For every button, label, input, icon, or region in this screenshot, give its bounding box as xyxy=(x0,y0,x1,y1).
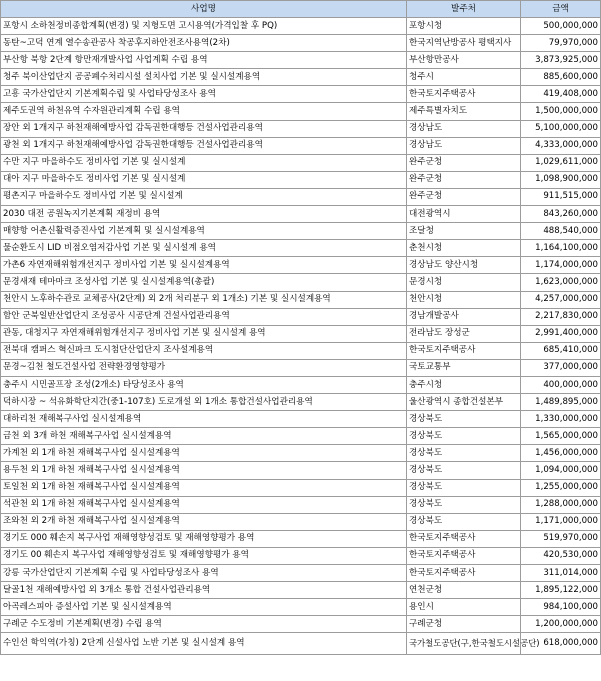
cell-amount: 2,991,400,000 xyxy=(521,325,601,342)
table-row xyxy=(1,103,601,120)
cell-client: 경상남도 양산시청 xyxy=(407,257,521,274)
cell-amount: 1,895,122,000 xyxy=(521,582,601,599)
table-row xyxy=(1,376,601,393)
cell-project: 용두천 외 1개 하천 재해복구사업 실시설계용역 xyxy=(1,462,407,479)
header-amount: 금액 xyxy=(521,1,601,18)
cell-project: 충주시 시민골프장 조성(2개소) 타당성조사 용역 xyxy=(1,376,407,393)
cell-client: 한국토지주택공사 xyxy=(407,530,521,547)
cell-client: 용인시 xyxy=(407,599,521,616)
cell-project: 포항시 소하천정비종합계획(변경) 및 지형도면 고시용역(가격입찰 후 PQ) xyxy=(1,18,407,35)
cell-project: 함안 군북일반산업단지 조성공사 시공단계 건설사업관리용역 xyxy=(1,308,407,325)
table-row xyxy=(1,359,601,376)
table-row xyxy=(1,18,601,35)
header-project: 사업명 xyxy=(1,1,407,18)
cell-client: 한국토지주택공사 xyxy=(407,565,521,582)
cell-amount: 685,410,000 xyxy=(521,342,601,359)
table-row xyxy=(1,479,601,496)
table-row xyxy=(1,411,601,428)
cell-project: 동탄~고덕 연계 열수송관공사 착공후지하안전조사용역(2차) xyxy=(1,35,407,52)
header-client: 발주처 xyxy=(407,1,521,18)
cell-amount: 1,174,000,000 xyxy=(521,257,601,274)
table-row xyxy=(1,394,601,411)
table-row xyxy=(1,35,601,52)
table-row xyxy=(1,223,601,240)
table-row xyxy=(1,547,601,564)
cell-amount: 79,970,000 xyxy=(521,35,601,52)
cell-client: 한국토지주택공사 xyxy=(407,86,521,103)
table-row xyxy=(1,513,601,530)
cell-amount: 400,000,000 xyxy=(521,376,601,393)
cell-project: 금천 외 3개 하천 재해복구사업 실시설계용역 xyxy=(1,428,407,445)
cell-project: 대아 지구 마을하수도 정비사업 기본 및 실시설계 xyxy=(1,171,407,188)
table-row xyxy=(1,240,601,257)
cell-client: 조달청 xyxy=(407,223,521,240)
cell-client: 청주시 xyxy=(407,69,521,86)
cell-project: 문경새재 테마마크 조성사업 기본 및 실시설계용역(총괄) xyxy=(1,274,407,291)
cell-amount: 3,873,925,000 xyxy=(521,52,601,69)
cell-amount: 377,000,000 xyxy=(521,359,601,376)
table-row xyxy=(1,154,601,171)
cell-project: 수인선 학익역(가칭) 2단계 신설사업 노반 기본 및 실시설계 용역 xyxy=(1,633,407,655)
cell-project: 구례군 수도정비 기본계획(변경) 수립 용역 xyxy=(1,616,407,633)
cell-project: 조와천 외 2개 하천 재해복구사업 실시설계용역 xyxy=(1,513,407,530)
cell-client: 충주시청 xyxy=(407,376,521,393)
cell-client: 제주특별자치도 xyxy=(407,103,521,120)
cell-client: 국가철도공단(구,한국철도시설공단) xyxy=(407,633,521,655)
cell-project: 가계천 외 1개 하천 재해복구사업 실시설계용역 xyxy=(1,445,407,462)
table-row xyxy=(1,445,601,462)
cell-client: 경상남도 xyxy=(407,137,521,154)
cell-amount: 1,623,000,000 xyxy=(521,274,601,291)
cell-amount: 488,540,000 xyxy=(521,223,601,240)
cell-amount: 4,257,000,000 xyxy=(521,291,601,308)
cell-amount: 1,255,000,000 xyxy=(521,479,601,496)
table-row xyxy=(1,496,601,513)
cell-project: 석관천 외 1개 하천 재해복구사업 실시설계용역 xyxy=(1,496,407,513)
cell-amount: 1,171,000,000 xyxy=(521,513,601,530)
table-row xyxy=(1,599,601,616)
cell-amount: 618,000,000 xyxy=(521,633,601,655)
cell-project: 강릉 국가산업단지 기본계획 수립 및 사업타당성조사 용역 xyxy=(1,565,407,582)
cell-client: 경상북도 xyxy=(407,479,521,496)
cell-project: 관동, 대청지구 자연재해위험개선지구 정비사업 기본 및 실시설계 용역 xyxy=(1,325,407,342)
table-row xyxy=(1,188,601,205)
table-row xyxy=(1,206,601,223)
cell-client: 경상북도 xyxy=(407,496,521,513)
cell-client: 한국토지주택공사 xyxy=(407,342,521,359)
table-row xyxy=(1,137,601,154)
table-row xyxy=(1,257,601,274)
table-row xyxy=(1,565,601,582)
table-row xyxy=(1,633,601,655)
cell-client: 천안시청 xyxy=(407,291,521,308)
cell-client: 완주군청 xyxy=(407,188,521,205)
cell-client: 대전광역시 xyxy=(407,206,521,223)
cell-client: 춘천시청 xyxy=(407,240,521,257)
cell-amount: 1,029,611,000 xyxy=(521,154,601,171)
cell-project: 고흥 국가산업단지 기본계획수립 및 사업타당성조사 용역 xyxy=(1,86,407,103)
cell-project: 대하리천 재해복구사업 실시설계용역 xyxy=(1,411,407,428)
table-row xyxy=(1,171,601,188)
cell-project: 아곡레스피아 증설사업 기본 및 실시설계용역 xyxy=(1,599,407,616)
cell-project: 덕하시장 ~ 석유화학단지간(중1-107호) 도로개설 외 1개소 통합건설사업관리용역 xyxy=(1,394,407,411)
table-body xyxy=(1,18,601,655)
table-row xyxy=(1,120,601,137)
cell-amount: 984,100,000 xyxy=(521,599,601,616)
cell-client: 경남개발공사 xyxy=(407,308,521,325)
cell-amount: 911,515,000 xyxy=(521,188,601,205)
cell-client: 경상북도 xyxy=(407,513,521,530)
cell-amount: 1,288,000,000 xyxy=(521,496,601,513)
table-row xyxy=(1,69,601,86)
cell-amount: 1,489,895,000 xyxy=(521,394,601,411)
cell-amount: 519,970,000 xyxy=(521,530,601,547)
cell-client: 포항시청 xyxy=(407,18,521,35)
cell-amount: 420,530,000 xyxy=(521,547,601,564)
cell-project: 토일천 외 1개 하천 재해복구사업 실시설계용역 xyxy=(1,479,407,496)
cell-amount: 1,456,000,000 xyxy=(521,445,601,462)
cell-project: 경기도 00 훼손지 복구사업 재해영향성검토 및 재해영향평가 용역 xyxy=(1,547,407,564)
cell-client: 국토교통부 xyxy=(407,359,521,376)
cell-amount: 843,260,000 xyxy=(521,206,601,223)
table-row xyxy=(1,428,601,445)
cell-client: 전라남도 장성군 xyxy=(407,325,521,342)
cell-project: 천안시 노후하수관로 교체공사(2단계) 외 2개 처리분구 외 1개소) 기본 및 실시설계용역 xyxy=(1,291,407,308)
table-row xyxy=(1,274,601,291)
cell-project: 매향항 어촌신활력증진사업 기본계획 및 실시설계용역 xyxy=(1,223,407,240)
cell-amount: 311,014,000 xyxy=(521,565,601,582)
cell-client: 연천군청 xyxy=(407,582,521,599)
cell-project: 가촌6 자연재해위험개선지구 정비사업 기본 및 실시설계용역 xyxy=(1,257,407,274)
cell-client: 부산항만공사 xyxy=(407,52,521,69)
cell-amount: 2,217,830,000 xyxy=(521,308,601,325)
cell-client: 경상남도 xyxy=(407,120,521,137)
cell-client: 경상북도 xyxy=(407,462,521,479)
cell-project: 전북대 캠퍼스 혁신파크 도시첨단산업단지 조사설계용역 xyxy=(1,342,407,359)
cell-amount: 500,000,000 xyxy=(521,18,601,35)
cell-project: 2030 대전 공원녹지기본계획 재정비 용역 xyxy=(1,206,407,223)
table-row xyxy=(1,52,601,69)
cell-client: 경상북도 xyxy=(407,411,521,428)
cell-client: 한국토지주택공사 xyxy=(407,547,521,564)
cell-client: 완주군청 xyxy=(407,171,521,188)
cell-amount: 1,200,000,000 xyxy=(521,616,601,633)
cell-client: 완주군청 xyxy=(407,154,521,171)
cell-amount: 4,333,000,000 xyxy=(521,137,601,154)
cell-project: 제주도권역 하천유역 수자원관리계획 수립 용역 xyxy=(1,103,407,120)
table-row xyxy=(1,462,601,479)
cell-amount: 1,094,000,000 xyxy=(521,462,601,479)
cell-project: 달골1천 재해예방사업 외 3개소 통합 건설사업관리용역 xyxy=(1,582,407,599)
cell-client: 울산광역시 종합건설본부 xyxy=(407,394,521,411)
cell-client: 한국지역난방공사 평택지사 xyxy=(407,35,521,52)
cell-amount: 885,600,000 xyxy=(521,69,601,86)
cell-project: 장안 외 1개지구 하천재해예방사업 감독권한대행등 건설사업관리용역 xyxy=(1,120,407,137)
table-row xyxy=(1,325,601,342)
cell-amount: 1,098,900,000 xyxy=(521,171,601,188)
table-row xyxy=(1,530,601,547)
cell-amount: 1,330,000,000 xyxy=(521,411,601,428)
cell-project: 청주 북이산업단지 공공폐수처리시설 설치사업 기본 및 실시설계용역 xyxy=(1,69,407,86)
cell-project: 물순환도시 LID 비점오염저감사업 기본 및 실시설계 용역 xyxy=(1,240,407,257)
cell-amount: 1,500,000,000 xyxy=(521,103,601,120)
cell-client: 문경시청 xyxy=(407,274,521,291)
cell-client: 경상북도 xyxy=(407,428,521,445)
cell-amount: 1,164,100,000 xyxy=(521,240,601,257)
cell-client: 경상북도 xyxy=(407,445,521,462)
cell-client: 구례군청 xyxy=(407,616,521,633)
table-row xyxy=(1,86,601,103)
table-row xyxy=(1,291,601,308)
cell-project: 평촌지구 마을하수도 정비사업 기본 및 실시설계 xyxy=(1,188,407,205)
table-row xyxy=(1,616,601,633)
cell-project: 부산항 북항 2단계 항만재개발사업 사업계획 수립 용역 xyxy=(1,52,407,69)
cell-amount: 419,408,000 xyxy=(521,86,601,103)
table-row xyxy=(1,582,601,599)
cell-project: 문경~김천 철도건설사업 전략환경영향평가 xyxy=(1,359,407,376)
table-row xyxy=(1,342,601,359)
table-header-row xyxy=(1,1,601,18)
cell-project: 수만 지구 마을하수도 정비사업 기본 및 실시설계 xyxy=(1,154,407,171)
cell-project: 광천 외 1개지구 하천재해예방사업 감독권한대행등 건설사업관리용역 xyxy=(1,137,407,154)
cell-project: 경기도 000 훼손지 복구사업 재해영향성검토 및 재해영향평가 용역 xyxy=(1,530,407,547)
cell-amount: 5,100,000,000 xyxy=(521,120,601,137)
cell-amount: 1,565,000,000 xyxy=(521,428,601,445)
table-row xyxy=(1,308,601,325)
